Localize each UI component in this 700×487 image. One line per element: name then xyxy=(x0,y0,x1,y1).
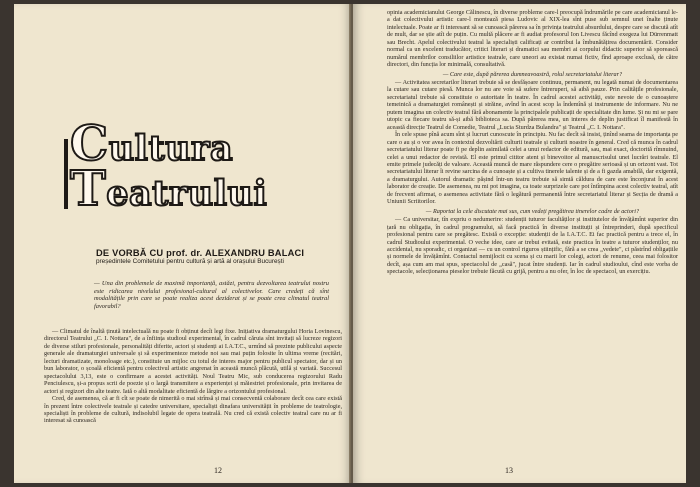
right-page xyxy=(353,4,686,483)
title-initial-t: T xyxy=(70,161,107,217)
paragraph: — Ca universitar, tîn expriu o nedumerire: studenții tuturor facultăților și institutelor de învățămînt superior din țară nu obligația, în cadrul programului, să facă practică în diverse instituții și întreprinderi, după specificul profesional pentru care se pregătesc. Există o excepție: studenții de la I.A.T.C. Ei fac practică pentru a trece el, în cadrul Studioului experimental. O veche idee, care ar trebui evitată, este practica în teatre a tuturor studenților, nu accidental, nu sporadic, ci organizat — cu un control riguros științific, fără a se crea „vedete", ci păstrînd obligațiile și normele de învățămînt. Contactul nemijlocit cu scena și cu marii lor colegi, actori de renume, ceea mai folositor decît, așa cum am mai spus, spectacolul de „casă", jucat între studenți. Iar în cadrul studioului, cînd este vorba de spectacole, selecționarea pieselor trebuie făcută cu grijă, pentru a nu ofer, în loc de spectacol, un exercițiu. xyxy=(387,216,678,276)
title-word-2: eatrului xyxy=(106,173,268,214)
left-body-text xyxy=(44,328,342,425)
left-page xyxy=(14,4,351,483)
title-word-1: ultura xyxy=(108,128,234,169)
author-role: președintele Comitetului pentru cultură și artă al orașului București xyxy=(96,258,284,265)
paragraph: Cred, de asemenea, că ar fi cît se poate de nimerită o mai strînsă și mai consecventă colaborare decît cea care există în prezent între colectivele teatrale și catedre universitare, specialiști dinafara universității în probleme de teatrologie, specialiști în probleme de cultură, indisolubil legate de opera teatrală. Nu cred că există colectiv teatral care nu ar fi interesat să cunoască xyxy=(44,395,342,425)
title-line-2 xyxy=(70,161,300,217)
question: — Raportat la cele discutate mai sus, cum vedeți pregătirea tinerelor cadre de actori? xyxy=(425,207,640,215)
byline-prefix: DE VORBĂ CU prof. dr. xyxy=(96,248,203,258)
byline xyxy=(96,248,326,266)
title-decorative-rule xyxy=(64,139,68,209)
page-number: 12 xyxy=(214,466,222,475)
paragraph: — Activitatea secretarilor literari trebuie să se desfășoare continuu, permanent, nu legată numai de documentarea la cutare sau cutare piesă. Munca lor nu are voie să sufere întreruperi, să aibă pauze. Prin calitățile profesionale, secretariatul trebuie să constituie o autoritate în teatre. În cadrul acestei activități, este nevoie de o cunoaștere temeinică a dramaturgiei românești și străine, avînd în acest scop la îndemînă și instrumente de informare. Nu ne putem imagina un colectiv teatral fără abonamente la principalele publicații de specialitate din lume. Și nu mi se pare utopic ca fiecare teatru să-și aibă biblioteca sa. După părerea mea, un interes de deplin justificat îl manifestă în această direcție Teatrul de Comedie, Teatrul „Lucia Sturdza Bulandra" și Teatrul „C. I. Nottara". xyxy=(387,79,678,131)
right-body-text xyxy=(387,9,678,276)
intro-question: — Una din problemele de maximă importanță, astăzi, pentru dezvoltarea teatrului nostru este ridicarea nivelului profesional-cultural al colectivelor. Care credeți că sînt modalitățile prin care se poate realiza acest deziderat și se poate crea climatul teatral favorabil? xyxy=(94,280,329,310)
question: — Care este, după părerea dumneavoastră, rolul secretariatului literar? xyxy=(442,70,623,78)
byline-author xyxy=(96,248,326,258)
title-initial-c: C xyxy=(70,116,109,172)
paragraph: În cele spuse pînă acum sînt și lucruri cunoscute în principiu. Nu fac decît să insist, ținînd seama de importanța pe care o au și o vor avea în contextul dezvoltării culturii teatrale și culturii noastre în general. Cred că munca în cadrul secretariatului literar poate fi pe deplin asimilată celei a unui redactor de editură, sau, mai exact, doctorită rîmnuind, celei a unui redactor de revistă. El este primul cititor atent și binevoitor al manuscrisului unei lucrări teatrale. El emite primele judecăți de valoare. Această muncă de mare răspundere cere o pregătire serioasă și un orizont vast. Tot secretariatului literar îi revine sarcina de a cunoaște și a cultiva tinerele talente și de a fi gazda amabilă, dar exigentă, a dramaturgului. Autorul dramatic pășind într-un teatru trebuie să simtă căldura de care este înconjurat în acest laborator de creație. De asemenea, nu mi pot imagina, ca toate surprizele care pot întîmpina acest colectiv teatral, atît de frecvent afirmat, o asemenea activitate fără o legătură permanentă între secretariatul literar și Secția de dramă a Uniunii Scriitorilor. xyxy=(387,131,678,206)
paragraph: opinia academicianului George Călinescu, în diverse probleme care-l preocupă îndrumările pe care academicianul le-a dat colectivului artistic care-l montează piesa Ludovic al XIX-lea sînt puse sub semnul unei înalte ținute intelectuale. Poate ar fi interesant să se cunoască părerea sa în privința teatrului absurdului, despre care se discută atît de mult, dar se știe atît de puțin. Cu multă plăcere ar fi audiat profesorul Ion Livescu făcînd exegeza lui Dürrenmatt sau Brecht. Apelul colectivului teatral la specialiști calificați ar contribui la îmbunătățirea documentării. Consider normal ca un excelent traducător, critici literari și dramatici sau membri ai corpului didactic superior să sporească numărul membrilor consiliilor artistice teatrale, care uneori au existat numai fictiv, fînd aproape exclusă, de către directori, din funcția lor minimală, consultativă. xyxy=(387,9,678,69)
author-name: ALEXANDRU BALACI xyxy=(204,248,305,258)
paragraph: — Climatul de înaltă ținută intelectuală nu poate fi obținut decît legi fixe. Inițiativa dramaturgului Horia Lovinescu, directorul Teatrului „C. I. Nottara", de a înființa studioul experimental, în cadrul căruia sînt invitați să lucreze regizori de diverse stiluri profesionale, personalități diferite, actori și studenți ai I.A.T.C., urmînd să prezinte publicului aspecte generale ale dramaturgiei universale și să experimenteze metode noi sau mai puțin folosite în ultima vreme (recitări, lecturi dramatizate, monoloage etc.), constituie un mijloc cu totul de interes major pentru publicul spectator, dar și un bun laborator, o școală eficientă pentru colectivul artistic angrenat în această muncă plăcută, utilă și variată. Succesul spectacolului 3,13, este o confirmare a acestei activități. Noul Teatru Mic, sub conducerea regizorului Radu Penciulescu, și-a propus scrii de poezie și o largă transmitere a experienței și măiestriei profesionale, prin invitarea de actori și regizori din alte teatre. Iată o altă modalitate eficientă de lărgire a orizontului profesional. xyxy=(44,328,342,395)
page-number: 13 xyxy=(505,466,513,475)
article-title xyxy=(70,116,300,217)
